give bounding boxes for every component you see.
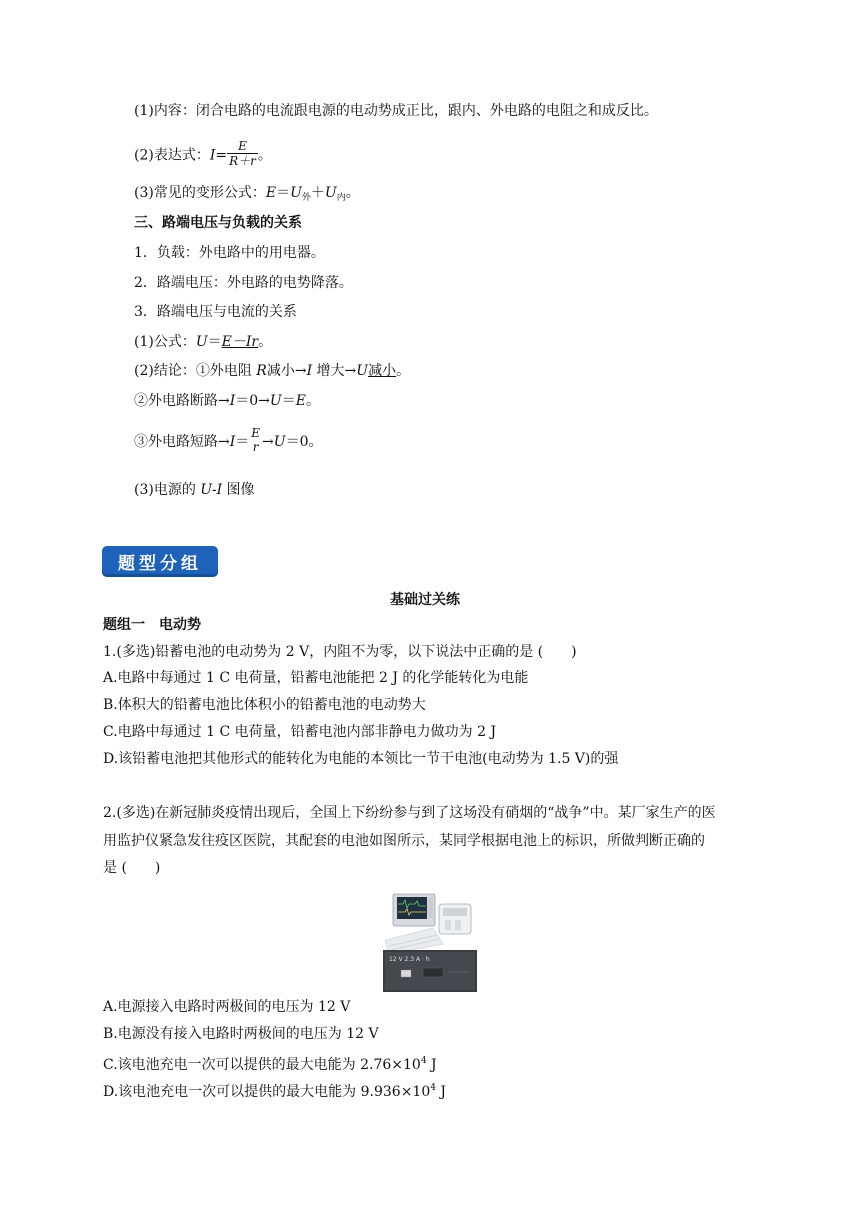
- monitor-battery-figure: [383, 888, 477, 992]
- q1-option-b: B.体积大的铅蓄电池比体积小的铅蓄电池的电动势大: [103, 697, 426, 713]
- law-content: (1)内容：闭合电路的电流跟电源的电动势成正比，跟内、外电路的电阻之和成反比。: [134, 103, 658, 119]
- practice-title: 基础过关练: [390, 592, 460, 608]
- q2-option-a: A.电源接入电路时两极间的电压为 12 V: [103, 999, 351, 1015]
- law-expression: (2)表达式：I= $\frac{E}{R+r}$ 。: [134, 139, 272, 168]
- q2-option-d: D.该电池充电一次可以提供的最大电能为 $9.936\times 10^4$ J: [103, 1083, 447, 1100]
- expression-fraction: $\frac{E}{R+r}$: [229, 139, 256, 168]
- load-item-1: 1．负载：外电路中的用电器。: [134, 245, 325, 261]
- load-short-circuit: ③外电路短路→I＝ E r →U＝0。: [134, 426, 323, 454]
- load-item-2: 2．路端电压：外电路的电势降落。: [134, 275, 353, 291]
- group-title: 题组一 电动势: [103, 617, 201, 633]
- q2-stem-line-1: 2.(多选)在新冠肺炎疫情出现后，全国上下纷纷参与到了这场没有硝烟的“战争”中。某厂家生产的医: [103, 805, 716, 821]
- battery-label: 12 V 2.3 A · h: [389, 956, 430, 963]
- load-graph: (3)电源的 U-I 图像: [134, 482, 255, 498]
- short-circuit-fraction: E r: [251, 426, 261, 454]
- section-heading-load: 三、路端电压与负载的关系: [134, 215, 302, 231]
- monitor-battery-photo: [383, 888, 477, 992]
- load-conclusion: (2)结论：①外电阻 R减小→I 增大→U减小。: [134, 363, 411, 379]
- load-open-circuit: ②外电路断路→I＝0→U＝E。: [134, 393, 320, 409]
- load-item-3: 3．路端电压与电流的关系: [134, 304, 297, 320]
- q1-option-c: C.电路中每通过 1 C 电荷量，铅蓄电池内部非静电力做功为 2 J: [103, 724, 497, 740]
- load-formula: (1)公式：U＝E－Ir。: [134, 334, 273, 350]
- q1-stem: 1.(多选)铅蓄电池的电动势为 2 V，内阻不为零，以下说法中正确的是 ( ): [103, 644, 577, 660]
- q1-option-d: D.该铅蓄电池把其他形式的能转化为电能的本领比一节干电池(电动势为 1.5 V)的强: [103, 751, 619, 767]
- q2-option-c: C.该电池充电一次可以提供的最大电能为 $2.76\times 10^4$ J: [103, 1056, 437, 1073]
- q1-option-a: A.电路中每通过 1 C 电荷量，铅蓄电池能把 2 J 的化学能转化为电能: [103, 670, 529, 686]
- q2-stem-line-2: 用监护仪紧急发往疫区医院，其配套的电池如图所示，某同学根据电池上的标识，所做判断正确的: [103, 833, 705, 849]
- section-banner: 题型分组: [102, 546, 218, 577]
- q2-stem-line-3: 是 ( ): [103, 860, 161, 876]
- law-variant: (3)常见的变形公式：$E=U_外+U_内$。: [134, 185, 360, 203]
- q2-option-b: B.电源没有接入电路时两极间的电压为 12 V: [103, 1026, 379, 1042]
